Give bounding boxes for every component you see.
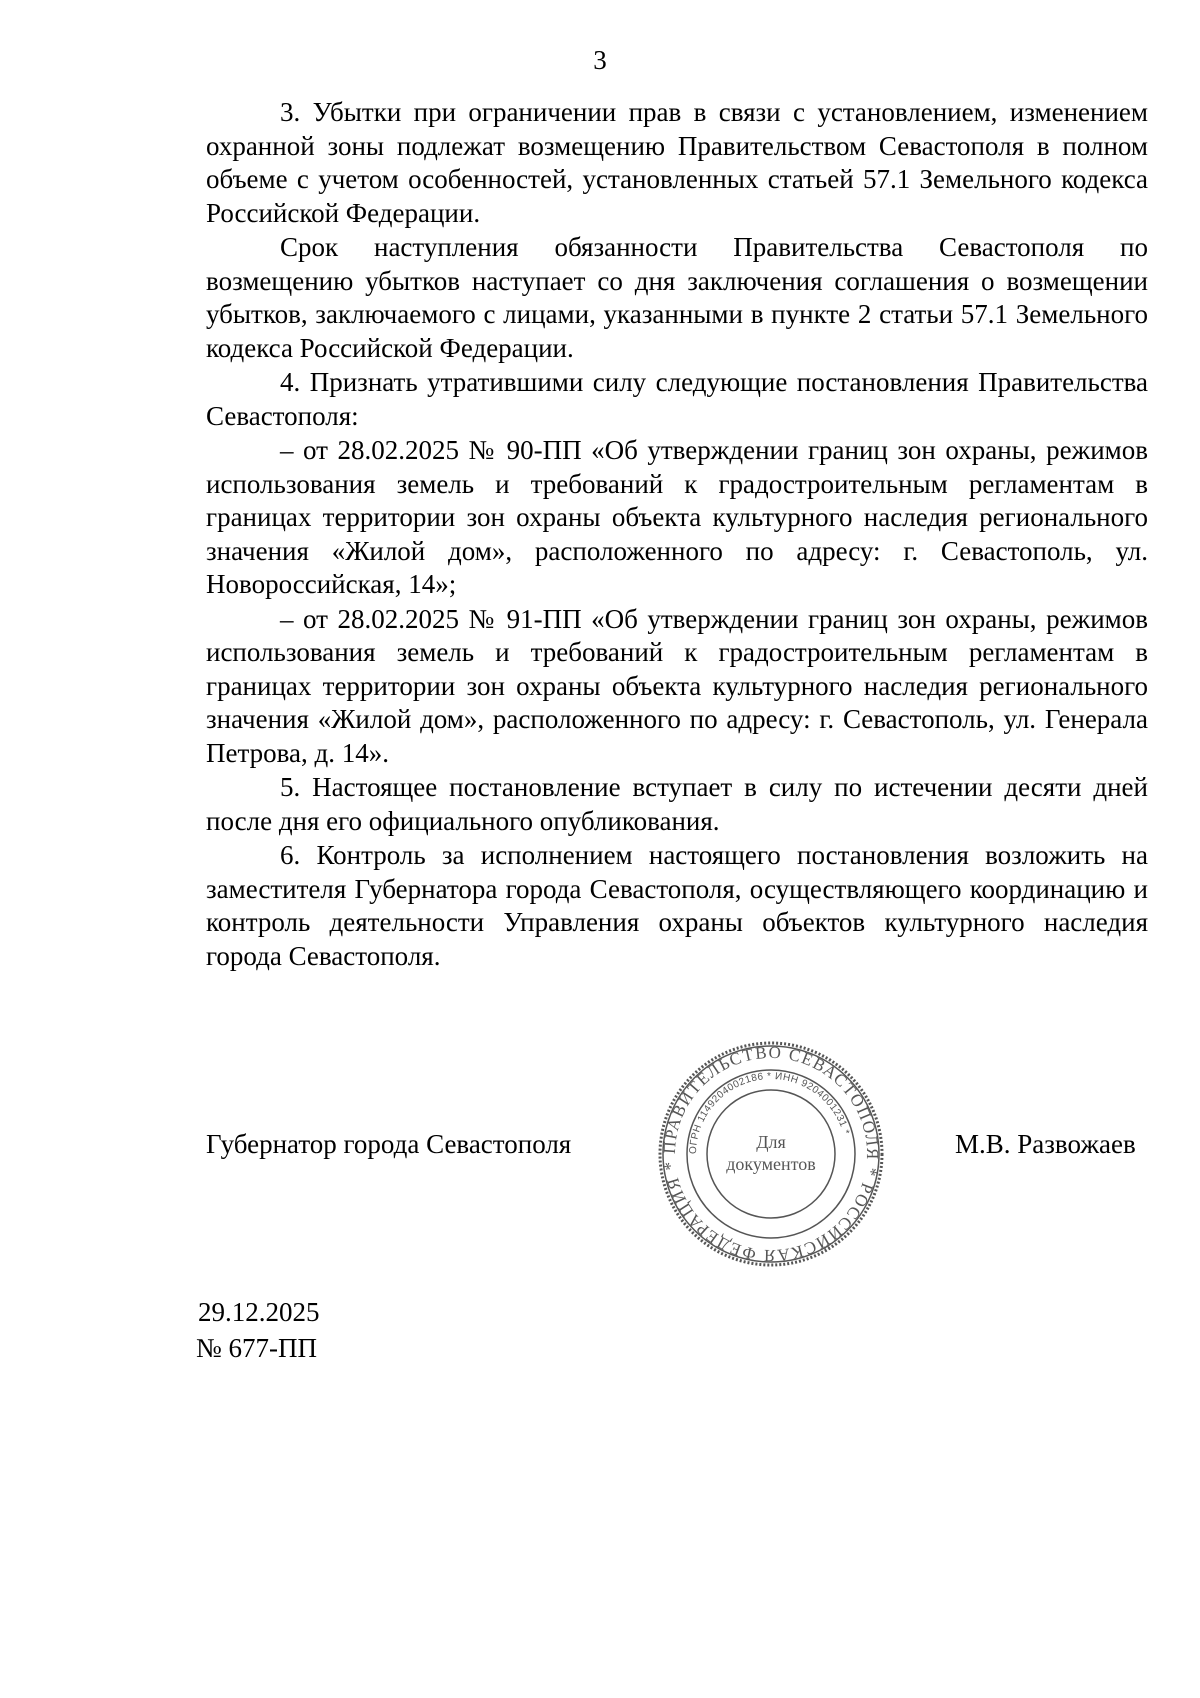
paragraph-repeal-item-90: – от 28.02.2025 № 90-ПП «Об утверждении границ зон охраны, режимов использования земель и требований к градостроительным регламентам в границах территории зон охраны объекта культурного наследия регионального значения «Жилой дом», расположенного по адресу: г. Севастополь, ул. Новороссийская, 14»; — [206, 435, 1148, 599]
paragraph-repeal-item-91: – от 28.02.2025 № 91-ПП «Об утверждении границ зон охраны, режимов использования земель и требований к градостроительным регламентам в границах территории зон охраны объекта культурного наследия регионального значения «Жилой дом», расположенного по адресу: г. Севастополь, ул. Генерала Петрова, д. 14». — [206, 603, 1148, 768]
document-date: 29.12.2025 — [198, 1297, 320, 1327]
paragraph-obligation-term: Срок наступления обязанности Правительства Севастополя по возмещению убытков наступает со дня заключения соглашения о возмещении убытков, заключаемого с лицами, указанными в пункте 2 статьи 57.1 Земельного кодекса Российской Федерации. — [206, 232, 1148, 363]
paragraph-control: 6. Контроль за исполнением настоящего постановления возложить на заместителя Губернатора города Севастополя, осуществляющего координацию и контроль деятельности Управления охраны объектов культурного наследия города Севастополя. — [206, 840, 1148, 971]
page-number: 3 — [593, 45, 607, 75]
document-number: № 677-ПП — [196, 1333, 317, 1363]
seal-center-line2: документов — [726, 1154, 816, 1174]
paragraph-repeal: 4. Признать утратившими силу следующие постановления Правительства Севастополя: — [206, 367, 1148, 431]
paragraph-entry-into-force: 5. Настоящее постановление вступает в силу по истечении десяти дней после дня его официального опубликования. — [206, 772, 1148, 836]
seal-outer-text: ПРАВИТЕЛЬСТВО СЕВАСТОПОЛЯ * РОССИЙСКАЯ ФЕДЕРАЦИЯ * — [659, 1042, 883, 1266]
official-seal — [657, 1040, 885, 1268]
seal-center-line1: Для — [756, 1132, 786, 1152]
signatory-title: Губернатор города Севастополя — [206, 1129, 572, 1159]
seal-inner-text: ОГРН 1149204002186 * ИНН 9204001231 * — [687, 1070, 852, 1155]
paragraph-losses: 3. Убытки при ограничении прав в связи с установлением, изменением охранной зоны подлежат возмещению Правительством Севастополя в полном объеме с учетом особенностей, установленных статьей 57.1 Земельного кодекса Российской Федерации. — [206, 97, 1148, 228]
signatory-name: М.В. Развожаев — [955, 1129, 1136, 1159]
document-body — [206, 96, 1148, 974]
